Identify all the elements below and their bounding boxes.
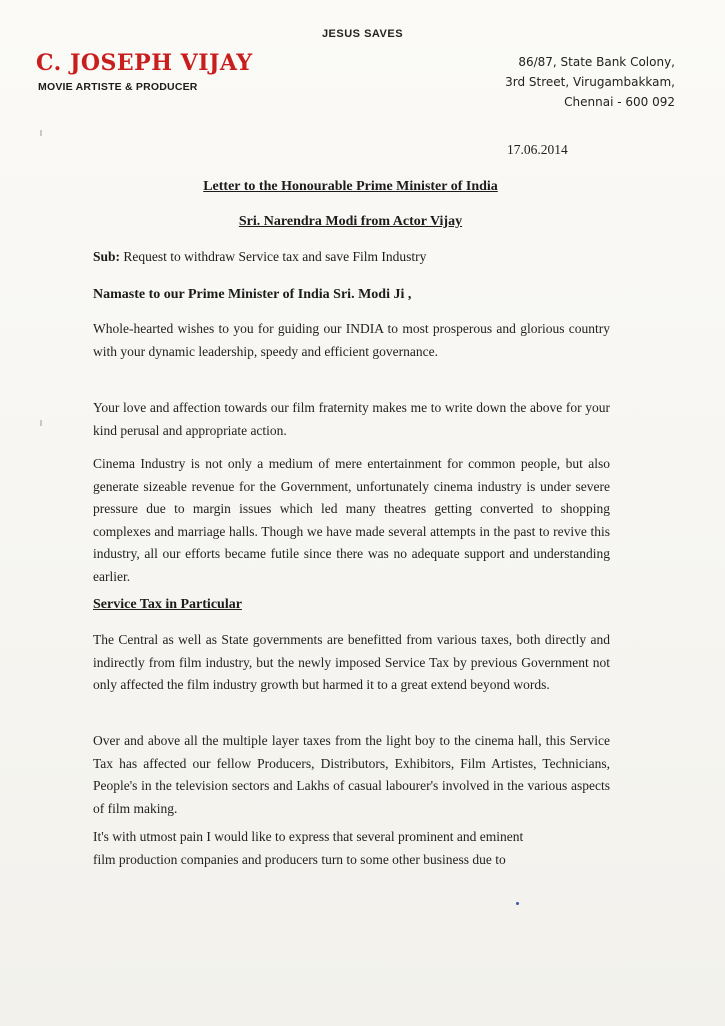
letterhead-address <box>505 52 675 112</box>
punch-mark <box>40 130 42 136</box>
section-heading: Service Tax in Particular <box>93 597 242 612</box>
body-paragraph: Whole-hearted wishes to you for guiding our INDIA to most prosperous and glorious country with your dynamic leadership, speedy and efficient governance. <box>93 321 610 359</box>
letterhead-name: C. JOSEPH VIJAY <box>36 50 253 76</box>
address-line: 86/87, State Bank Colony, <box>518 55 675 69</box>
body-paragraph: The Central as well as State governments are benefitted from various taxes, both directly and indirectly from film industry, but the newly imposed Service Tax by previous Government not only affected the film industry growth but harmed it to a great extend beyond words. <box>93 632 610 692</box>
letterhead-role: MOVIE ARTISTE & PRODUCER <box>38 81 198 93</box>
address-line: 3rd Street, Virugambakkam, <box>505 75 675 89</box>
closing-paragraph <box>93 826 610 871</box>
subject-text: Request to withdraw Service tax and save Film Industry <box>123 249 427 264</box>
letter-subtitle: Sri. Narendra Modi from Actor Vijay <box>238 214 463 229</box>
closing-line: film production companies and producers turn to some other business due to <box>93 851 506 867</box>
letter-title: Letter to the Honourable Prime Minister of India <box>203 179 498 194</box>
subject-label: Sub: <box>93 249 121 264</box>
letterhead-tagline: JESUS SAVES <box>321 28 404 40</box>
body-paragraph: Cinema Industry is not only a medium of mere entertainment for common people, but also generate sizeable revenue for the Government, unfortunately cinema industry is under severe pressure due to margin issues which led many theatres getting converted to shopping complexes and marriage halls. Though we have made several attempts in the past to revive this industry, all our efforts became futile since there was no adequate support and understanding earlier. <box>93 456 610 584</box>
punch-mark <box>40 420 42 426</box>
body-paragraph: Over and above all the multiple layer taxes from the light boy to the cinema hall, this Service Tax has affected our fellow Producers, Distributors, Exhibitors, Film Artistes, Technicians, People's in the television sectors and Lakhs of casual labourer's involved in the various aspects of film making. <box>93 733 610 816</box>
closing-line: It's with utmost pain I would like to express that several prominent and eminent <box>93 829 524 844</box>
ink-speck <box>516 902 519 905</box>
greeting: Namaste to our Prime Minister of India Sri. Modi Ji , <box>93 287 412 302</box>
letter-date: 17.06.2014 <box>507 142 568 157</box>
subject-line <box>93 249 426 265</box>
address-line: Chennai - 600 092 <box>564 95 675 109</box>
body-paragraph: Your love and affection towards our film fraternity makes me to write down the above for your kind perusal and appropriate action. <box>93 400 610 438</box>
